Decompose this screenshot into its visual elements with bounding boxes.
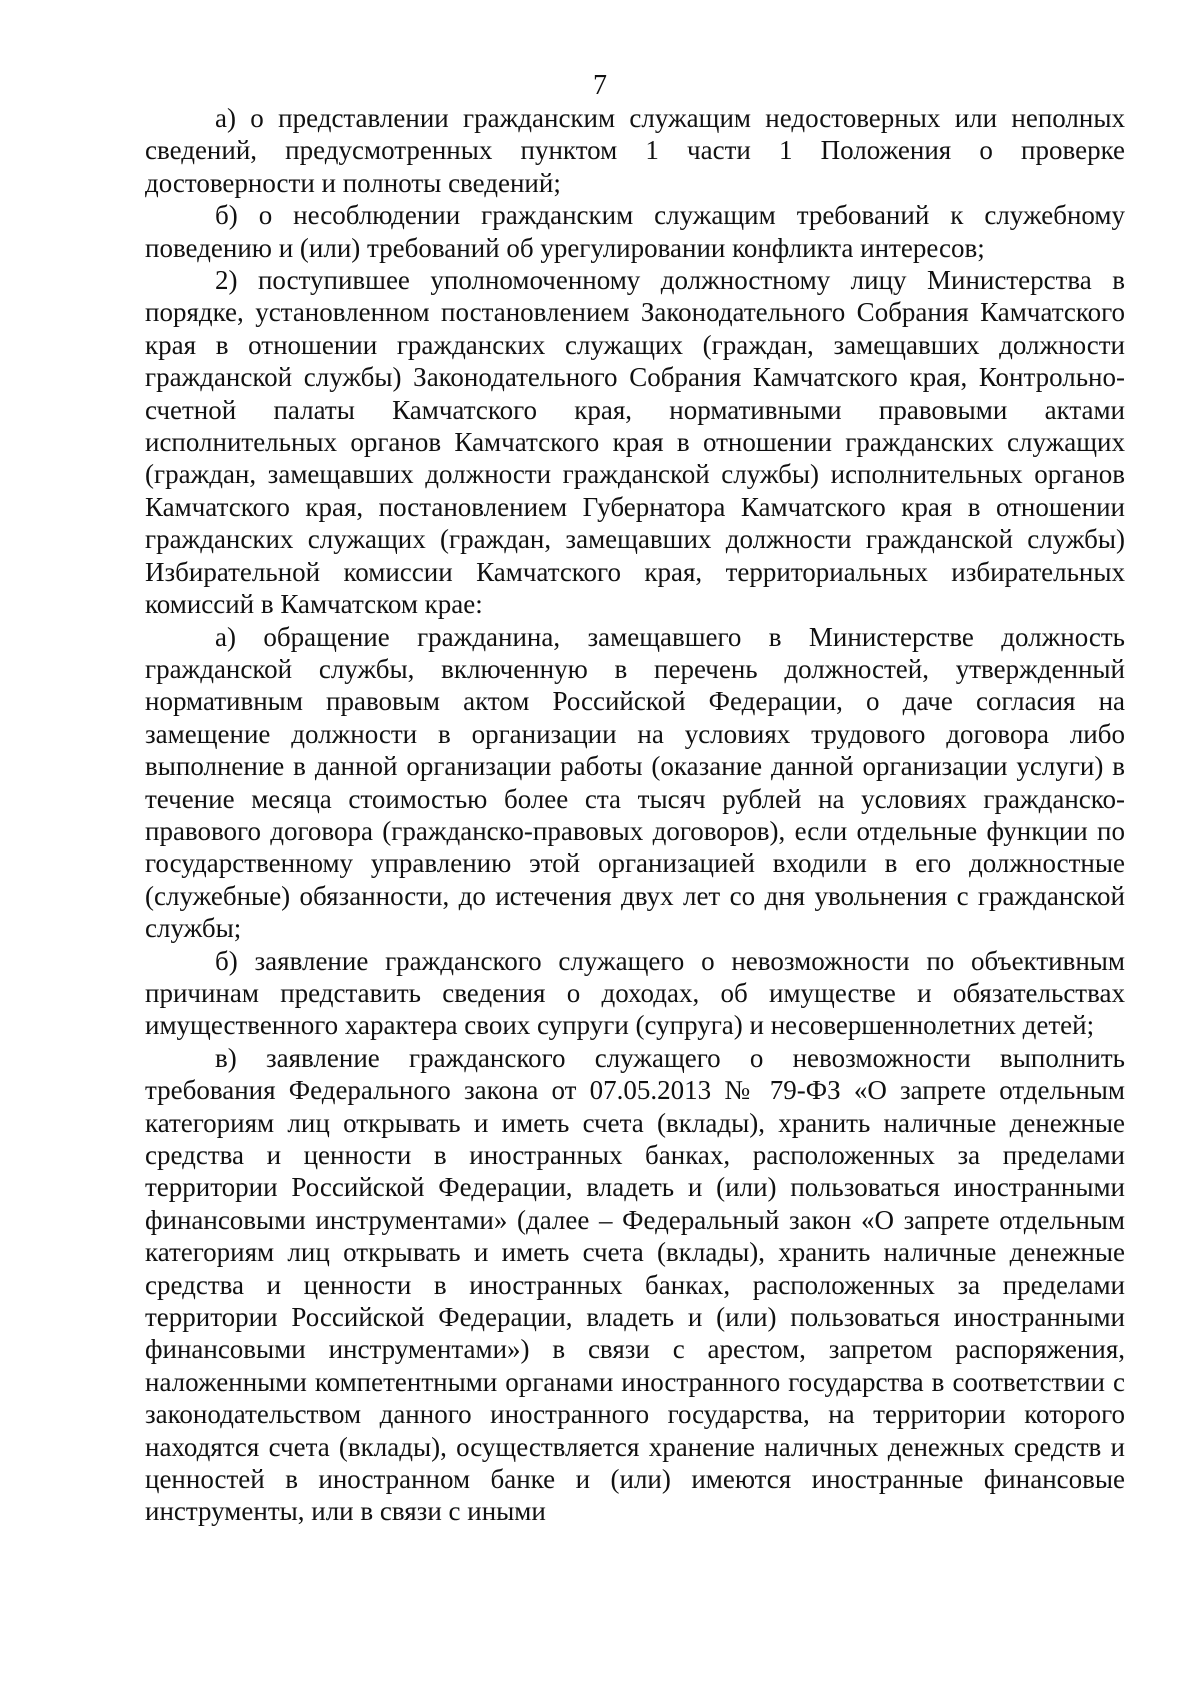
paragraph-1a-unreliable-info: а) о представлении гражданским служащим недостоверных или неполных сведений, предусмотренных пунктом 1 части 1 Положения о проверке достоверности и полноты сведений; <box>145 103 1125 198</box>
paragraph-2-received-by-official: 2) поступившее уполномоченному должностному лицу Министерства в порядке, установленном постановлением Законодательного Собрания Камчатского края в отношении гражданских служащих (граждан, замещавших должности гражданской службы) Законодательного Собрания Камчатского края, Контрольно-счетной палаты Камчатского края, нормативными правовыми актами исполнительных органов Камчатского края в отношении гражданских служащих (граждан, замещавших должности гражданской службы) исполнительных органов Камчатского края, постановлением Губернатора Камчатского края в отношении гражданских служащих (граждан, замещавших должности гражданской службы) Избирательной комиссии Камчатского края, территориальных избирательных комиссий в Камчатском крае: <box>145 265 1125 620</box>
paragraph-2v-foreign-accounts: в) заявление гражданского служащего о невозможности выполнить требования Федерального закона от 07.05.2013 № 79-ФЗ «О запрете отдельным категориям лиц открывать и иметь счета (вклады), хранить наличные денежные средства и ценности в иностранных банках, расположенных за пределами территории Российской Федерации, владеть и (или) пользоваться иностранными финансовыми инструментами» (далее – Федеральный закон «О запрете отдельным категориям лиц открывать и иметь счета (вклады), хранить наличные денежные средства и ценности в иностранных банках, расположенных за пределами территории Российской Федерации, владеть и (или) пользоваться иностранными финансовыми инструментами») в связи с арестом, запретом распоряжения, наложенными компетентными органами иностранного государства в соответствии с законодательством данного иностранного государства, на территории которого находятся счета (вклады), осуществляется хранение наличных денежных средств и ценностей в иностранном банке и (или) имеются иностранные финансовые инструменты, или в связи с иными <box>145 1042 1125 1527</box>
page-number: 7 <box>593 70 607 101</box>
paragraph-2a-citizen-appeal: а) обращение гражданина, замещавшего в Министерстве должность гражданской службы, включенную в перечень должностей, утвержденный нормативным правовым актом Российской Федерации, о даче согласия на замещение должности в организации на условиях трудового договора либо выполнение в данной организации работы (оказание данной организации услуги) в течение месяца стоимостью более ста тысяч рублей на условиях гражданско-правового договора (гражданско-правовых договоров), если отдельные функции по государственному управлению этой организацией входили в его должностные (служебные) обязанности, до истечения двух лет со дня увольнения с гражданской службы; <box>145 621 1125 944</box>
paragraph-2b-income-statement: б) заявление гражданского служащего о невозможности по объективным причинам представить сведения о доходах, об имуществе и обязательствах имущественного характера своих супруги (супруга) и несовершеннолетних детей; <box>145 945 1125 1041</box>
paragraph-1b-conduct-requirements: б) о несоблюдении гражданским служащим требований к служебному поведению и (или) требований об урегулировании конфликта интересов; <box>145 200 1125 263</box>
document-body <box>145 102 1125 1528</box>
